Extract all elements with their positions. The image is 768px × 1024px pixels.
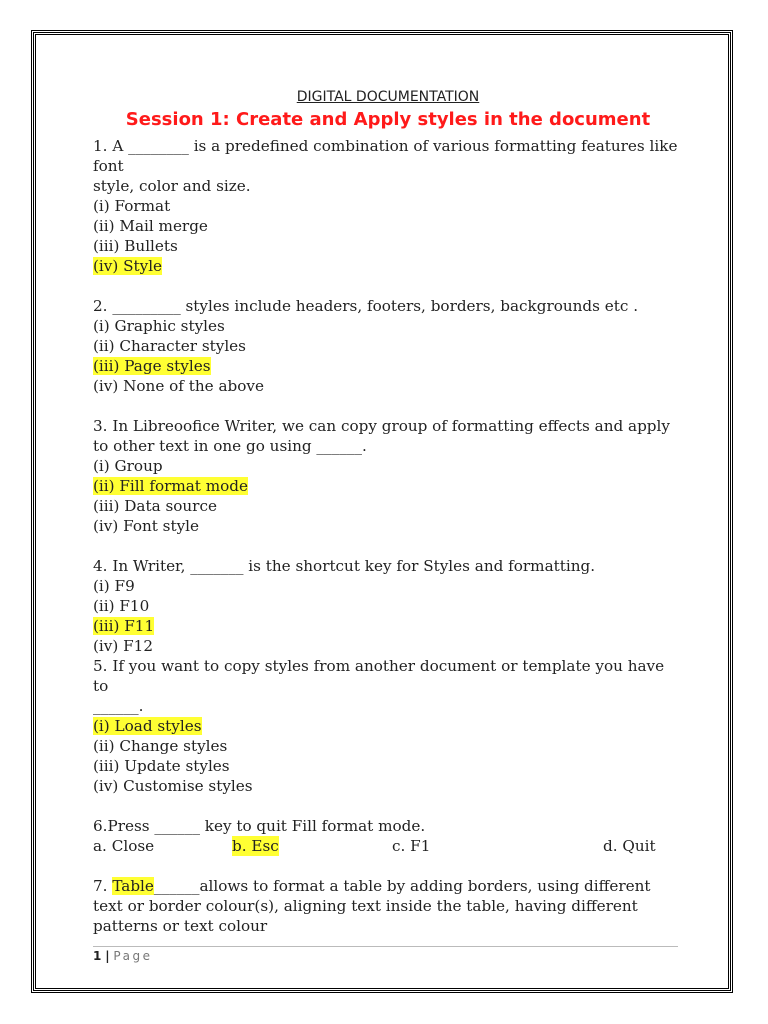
option-answer: b. Esc: [232, 837, 279, 855]
question-2: [93, 296, 683, 396]
option: a. Close: [93, 837, 155, 855]
question-7: [93, 876, 683, 936]
question-text: 4. In Writer, _______ is the shortcut key for Styles and formatting.: [93, 557, 596, 575]
option: (ii) Change styles: [93, 737, 228, 755]
question-text: 6.Press ______ key to quit Fill format mode.: [93, 817, 426, 835]
option: d. Quit: [603, 837, 656, 855]
option: (ii) Mail merge: [93, 217, 208, 235]
question-text: patterns or text colour: [93, 917, 268, 935]
option: (iii) Bullets: [93, 237, 178, 255]
question-5: [93, 656, 683, 796]
question-text: to other text in one go using ______.: [93, 437, 367, 455]
page-separator: |: [105, 949, 110, 963]
option-answer: (i) Load styles: [93, 717, 202, 735]
option-answer: (iii) Page styles: [93, 357, 211, 375]
option: (i) Group: [93, 457, 163, 475]
footer-divider: [93, 946, 678, 947]
option: (iv) None of the above: [93, 377, 264, 395]
question-text: font: [93, 157, 124, 175]
option: (i) Graphic styles: [93, 317, 225, 335]
question-text: style, color and size.: [93, 177, 251, 195]
option: (iv) Font style: [93, 517, 200, 535]
page-footer: [93, 948, 152, 964]
option: (ii) Character styles: [93, 337, 246, 355]
option: (i) F9: [93, 577, 135, 595]
option: (ii) F10: [93, 597, 150, 615]
document-body: [93, 86, 683, 936]
option: (iii) Data source: [93, 497, 217, 515]
option: (iv) Customise styles: [93, 777, 253, 795]
question-text: text or border colour(s), aligning text inside the table, having different: [93, 897, 638, 915]
page-label: Page: [113, 949, 153, 963]
question-text: 7. Table______allows to format a table by adding borders, using different: [93, 877, 651, 895]
option: c. F1: [392, 837, 431, 855]
question-6: [93, 816, 683, 856]
option-answer: (ii) Fill format mode: [93, 477, 248, 495]
options-row: [93, 836, 683, 856]
page-number: 1: [93, 949, 102, 963]
question-text: 3. In Libreoofice Writer, we can copy group of formatting effects and apply: [93, 417, 670, 435]
option: (iv) F12: [93, 637, 153, 655]
question-text: ______.: [93, 697, 144, 715]
question-3: [93, 416, 683, 536]
option: (iii) Update styles: [93, 757, 230, 775]
question-text: to: [93, 677, 109, 695]
session-title: Session 1: Create and Apply styles in the document: [125, 109, 651, 130]
option-answer: (iv) Style: [93, 257, 163, 275]
question-4: [93, 556, 683, 656]
question-1: [93, 136, 683, 276]
option: (i) Format: [93, 197, 171, 215]
question-text: 2. _________ styles include headers, footers, borders, backgrounds etc .: [93, 297, 639, 315]
question-text: 1. A ________ is a predefined combination of various formatting features like: [93, 137, 678, 155]
document-title: DIGITAL DOCUMENTATION: [296, 89, 480, 105]
question-text: 5. If you want to copy styles from another document or template you have: [93, 657, 665, 675]
option-answer: (iii) F11: [93, 617, 155, 635]
